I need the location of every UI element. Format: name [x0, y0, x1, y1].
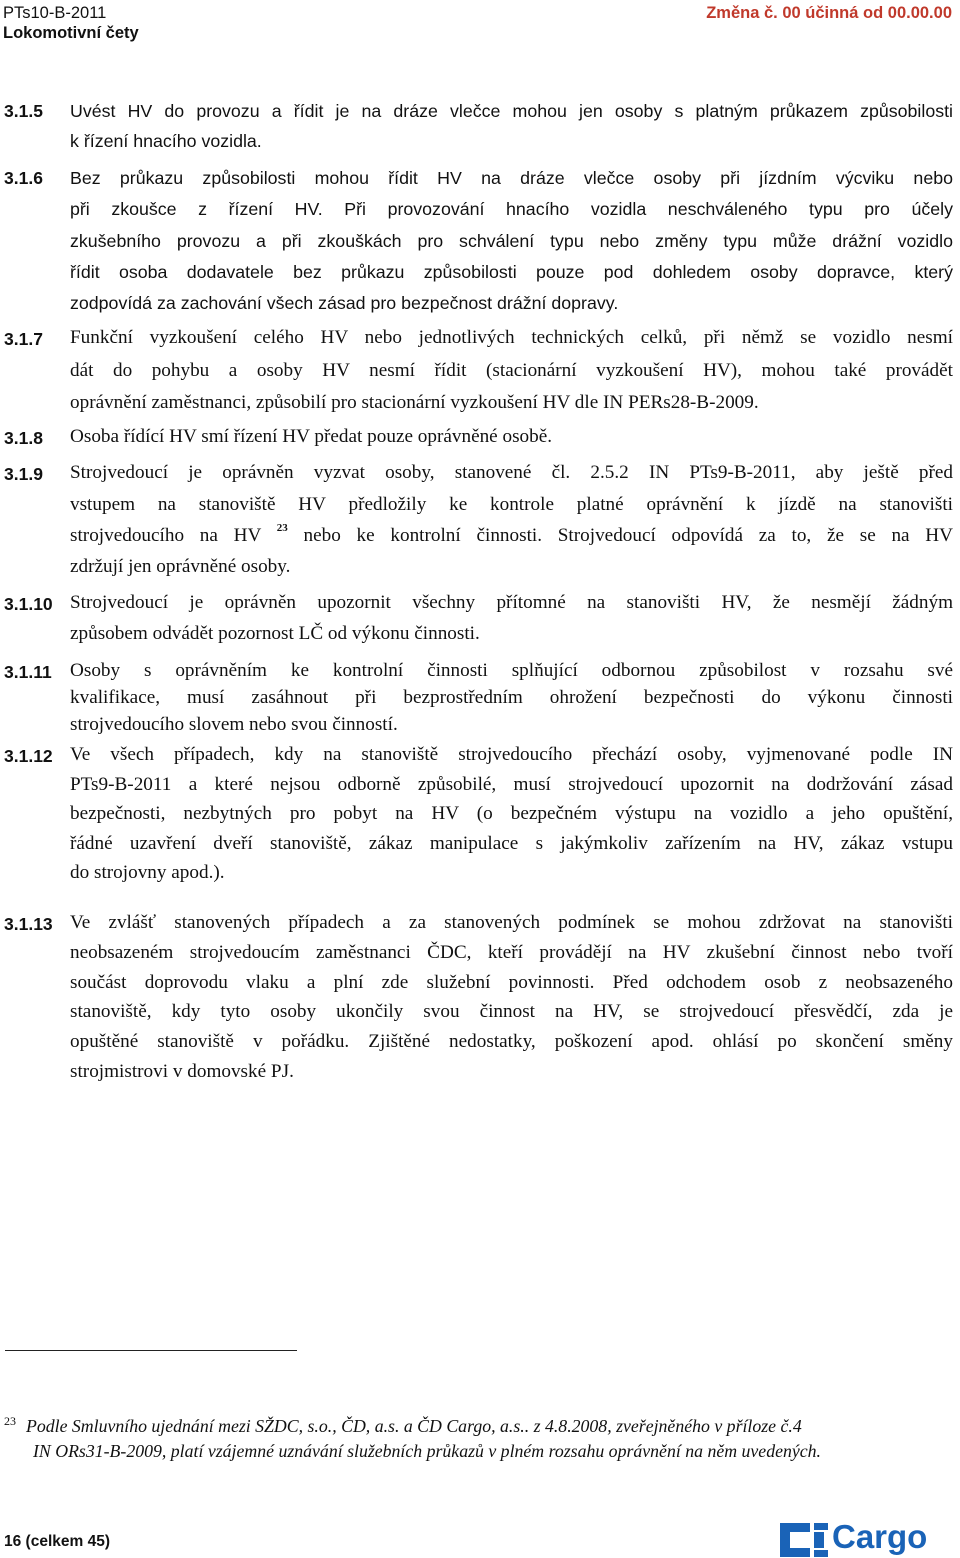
paragraph-line: stanoviště, kdy tyto osoby ukončily svou činnost na HV, se strojvedoucí přesvědčí, zda je: [70, 1001, 953, 1022]
page-number: 16 (celkem 45): [4, 1533, 110, 1550]
paragraph-number: 3.1.6: [4, 168, 43, 188]
paragraph-line: Funkční vyzkoušení celého HV nebo jednotlivých technických celků, při němž se vozidlo nesmí: [70, 327, 953, 348]
paragraph-line: součást doprovodu vlaku a plní zde služební povinnosti. Před odchodem osob z neobsazeného: [70, 972, 953, 993]
footnote-text: Podle Smluvního ujednání mezi SŽDC, s.o., ČD, a.s. a ČD Cargo, a.s.. z 4.8.2008, zveřejněného v příloze č.4: [26, 1416, 802, 1436]
paragraph-line: Strojvedoucí je oprávněn vyzvat osoby, stanovené čl. 2.5.2 IN PTs9-B-2011, aby ještě před: [70, 462, 953, 483]
footnote-separator: [5, 1350, 297, 1351]
paragraph-number: 3.1.13: [4, 914, 53, 934]
footnote-text: IN ORs31-B-2009, platí vzájemné uznávání služebních průkazů v plném rozsahu oprávnění na něm uvedených.: [33, 1441, 821, 1461]
paragraph-line: opuštěné stanoviště v pořádku. Zjištěné nedostatky, poškození apod. ohlásí po skončení směny: [70, 1031, 953, 1052]
paragraph-line: zdržují jen oprávněné osoby.: [70, 556, 291, 577]
paragraph-line: Ve všech případech, kdy na stanoviště strojvedoucího přechází osoby, vyjmenované podle IN: [70, 744, 953, 765]
paragraph-line: PTs9-B-2011 a které nejsou odborně způsobilé, musí strojvedoucí upozornit na dodržování zásad: [70, 774, 953, 795]
paragraph-line: Osoba řídící HV smí řízení HV předat pouze oprávněné osobě.: [70, 426, 553, 447]
paragraph-line: strojvedoucího slovem nebo svou činností.: [70, 714, 398, 735]
logo-mark-top-right: [814, 1523, 828, 1530]
paragraph-line: zodpovídá za zachování všech zásad pro bezpečnost drážní dopravy.: [70, 293, 619, 313]
paragraph-number: 3.1.5: [4, 101, 43, 121]
paragraph-line: dát do pohybu a osoby HV nesmí řídit (stacionární vyzkoušení HV), mohou také provádět: [70, 360, 953, 381]
paragraph-line: [70, 522, 954, 547]
paragraph-line: řádné uzavření dveří stanoviště, zákaz manipulace s jakýmkoliv zařízením na HV, zákaz vstupu: [70, 833, 953, 854]
paragraph-line: způsobem odvádět pozornost LČ od výkonu činnosti.: [70, 623, 480, 644]
paragraph-line: Strojvedoucí je oprávněn upozornit všechny přítomné na stanovišti HV, že nesmějí žádným: [70, 592, 953, 613]
logo-mark-bottom: [790, 1548, 810, 1557]
paragraph-number: 3.1.8: [4, 428, 43, 448]
logo-mark-right: [814, 1532, 824, 1548]
paragraph-line: Bez průkazu způsobilosti mohou řídit HV na dráze vlečce osoby při jízdním výcviku nebo: [70, 168, 953, 188]
doc-title: Lokomotivní čety: [3, 24, 139, 42]
paragraph-line: neobsazeném strojvedoucím zaměstnanci ČDC, kteří provádějí na HV zkušební činnost nebo tvoří: [70, 942, 953, 963]
footnote-reference: 23: [276, 522, 288, 534]
paragraph-line: zkušebního provozu a při zkouškách pro schválení typu nebo změny typu může drážní vozidlo: [70, 231, 953, 251]
paragraph-number: 3.1.10: [4, 594, 53, 614]
paragraph-text: strojvedoucího na HV: [70, 525, 261, 546]
header-left: [3, 3, 139, 43]
footnote-mark: 23: [4, 1414, 16, 1428]
paragraph-line: kvalifikace, musí zasáhnout při bezprostředním ohrožení bezpečnosti do výkonu činnosti: [70, 687, 953, 708]
paragraph-line: do strojovny apod.).: [70, 862, 225, 883]
paragraph-line: strojmistrovi v domovské PJ.: [70, 1061, 294, 1082]
logo-wordmark: Cargo: [832, 1518, 928, 1555]
paragraph-line: řídit osoba dodavatele bez průkazu způsobilosti pouze pod dohledem osoby dopravce, který: [70, 262, 953, 282]
paragraph-number: 3.1.11: [4, 662, 52, 682]
logo-mark-bar: [780, 1523, 790, 1557]
logo-mark-bottom-right: [814, 1550, 828, 1557]
paragraph-line: Osoby s oprávněním ke kontrolní činnosti splňující odbornou způsobilost v rozsahu své: [70, 660, 953, 681]
paragraph-line: oprávnění zaměstnanci, způsobilí pro stacionární vyzkoušení HV dle IN PERs28-B-2009.: [70, 392, 759, 413]
logo-mark-top: [790, 1523, 810, 1532]
paragraph-line: vstupem na stanoviště HV předložily ke kontrole platné oprávnění k jízdě na stanovišti: [70, 494, 953, 515]
paragraph-number: 3.1.12: [4, 746, 53, 766]
paragraph-text: nebo ke kontrolní činnosti. Strojvedoucí odpovídá za to, že se na HV: [287, 525, 954, 546]
doc-id: PTs10-B-2011: [3, 4, 107, 22]
paragraph-line: Ve zvlášť stanovených případech a za stanovených podmínek se mohou zdržovat na stanovišti: [70, 912, 953, 933]
paragraph-line: bezpečnosti, nezbytných pro pobyt na HV (o bezpečném výstupu na vozidlo a jeho opuštění,: [70, 803, 953, 824]
paragraph-number: 3.1.7: [4, 329, 43, 349]
paragraph-line: při zkoušce z řízení HV. Při provozování hnacího vozidla neschváleného typu pro účely: [70, 199, 953, 219]
paragraph-line: k řízení hnacího vozidla.: [70, 131, 262, 151]
change-notice: Změna č. 00 účinná od 00.00.00: [706, 4, 952, 22]
paragraph-number: 3.1.9: [4, 464, 43, 484]
paragraph-line: Uvést HV do provozu a řídit je na dráze vlečce mohou jen osoby s platným průkazem způsobilosti: [70, 101, 953, 121]
